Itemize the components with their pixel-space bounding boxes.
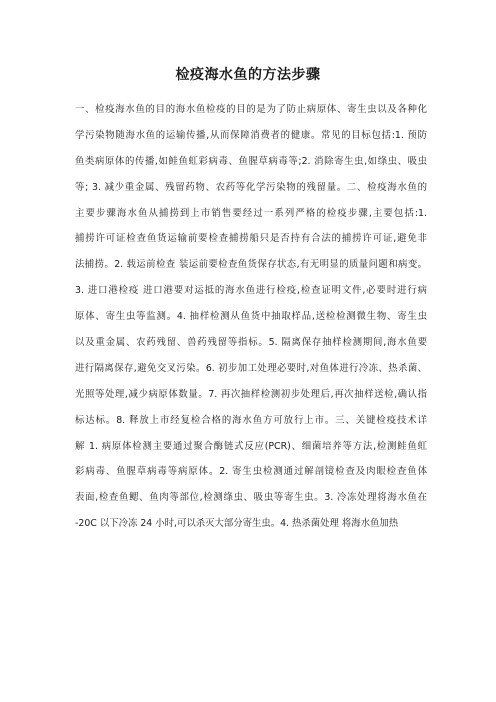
body-line: 学污染物随海水鱼的运输传播,从而保障消费者的健康。常见的目标包括:1. 预防 [75, 129, 427, 141]
body-line: 原体、寄生虫等监测。4. 抽样检测从鱼货中抽取样品,送检检测微生物、寄生虫 [75, 311, 427, 323]
document-body [75, 97, 427, 537]
document-title: 检疫海水鱼的方法步骤 [175, 67, 321, 83]
body-line: 进行隔离保存,避免交叉污染。6. 初步加工处理必要时,对鱼体进行冷冻、热杀菌、 [75, 362, 427, 374]
body-line: 解 1. 病原体检测主要通过聚合酶链式反应(PCR)、细菌培养等方法,检测鲑鱼虹 [75, 440, 427, 452]
body-line: -20C 以下冷冻 24 小时,可以杀灭大部分寄生虫。4. 热杀菌处理 将海水鱼加热 [75, 518, 399, 530]
body-line: 3. 进口港检疫 进口港要对运抵的海水鱼进行检疫,检查证明文件,必要时进行病 [75, 285, 427, 297]
body-line: 捕捞许可证检查鱼货运输前要检查捕捞船只是否持有合法的捕捞许可证,避免非 [75, 233, 427, 245]
body-line: 光照等处理,减少病原体数量。7. 再次抽样检测初步处理后,再次抽样送检,确认指 [75, 388, 427, 400]
body-line: 表面,检查鱼鳃、鱼肉等部位,检测绦虫、吸虫等寄生虫。3. 冷冻处理将海水鱼在 [75, 492, 427, 504]
body-line: 等; 3. 减少重金属、残留药物、农药等化学污染物的残留量。二、检疫海水鱼的 [75, 181, 427, 193]
body-line: 一、检疫海水鱼的目的海水鱼检疫的目的是为了防止病原体、寄生虫以及各种化 [75, 104, 427, 115]
body-line: 以及重金属、农药残留、兽药残留等指标。5. 隔离保存抽样检测期间,海水鱼要 [75, 337, 427, 349]
body-line: 法捕捞。2. 载运前检查 装运前要检查鱼货保存状态,有无明显的质量问题和病变。 [75, 259, 427, 271]
body-line: 鱼类病原体的传播,如鲑鱼虹彩病毒、鱼腥草病毒等;2. 消除寄生虫,如绦虫、吸虫 [75, 155, 427, 167]
body-line: 彩病毒、鱼腥草病毒等病原体。2. 寄生虫检测通过解剖镜检查及肉眼检查鱼体 [75, 466, 427, 478]
body-line: 标达标。8. 释放上市经复检合格的海水鱼方可放行上市。三、关键检疫技术详 [75, 414, 427, 426]
body-line: 主要步骤海水鱼从捕捞到上市销售要经过一系列严格的检疫步骤,主要包括:1. [75, 207, 427, 219]
